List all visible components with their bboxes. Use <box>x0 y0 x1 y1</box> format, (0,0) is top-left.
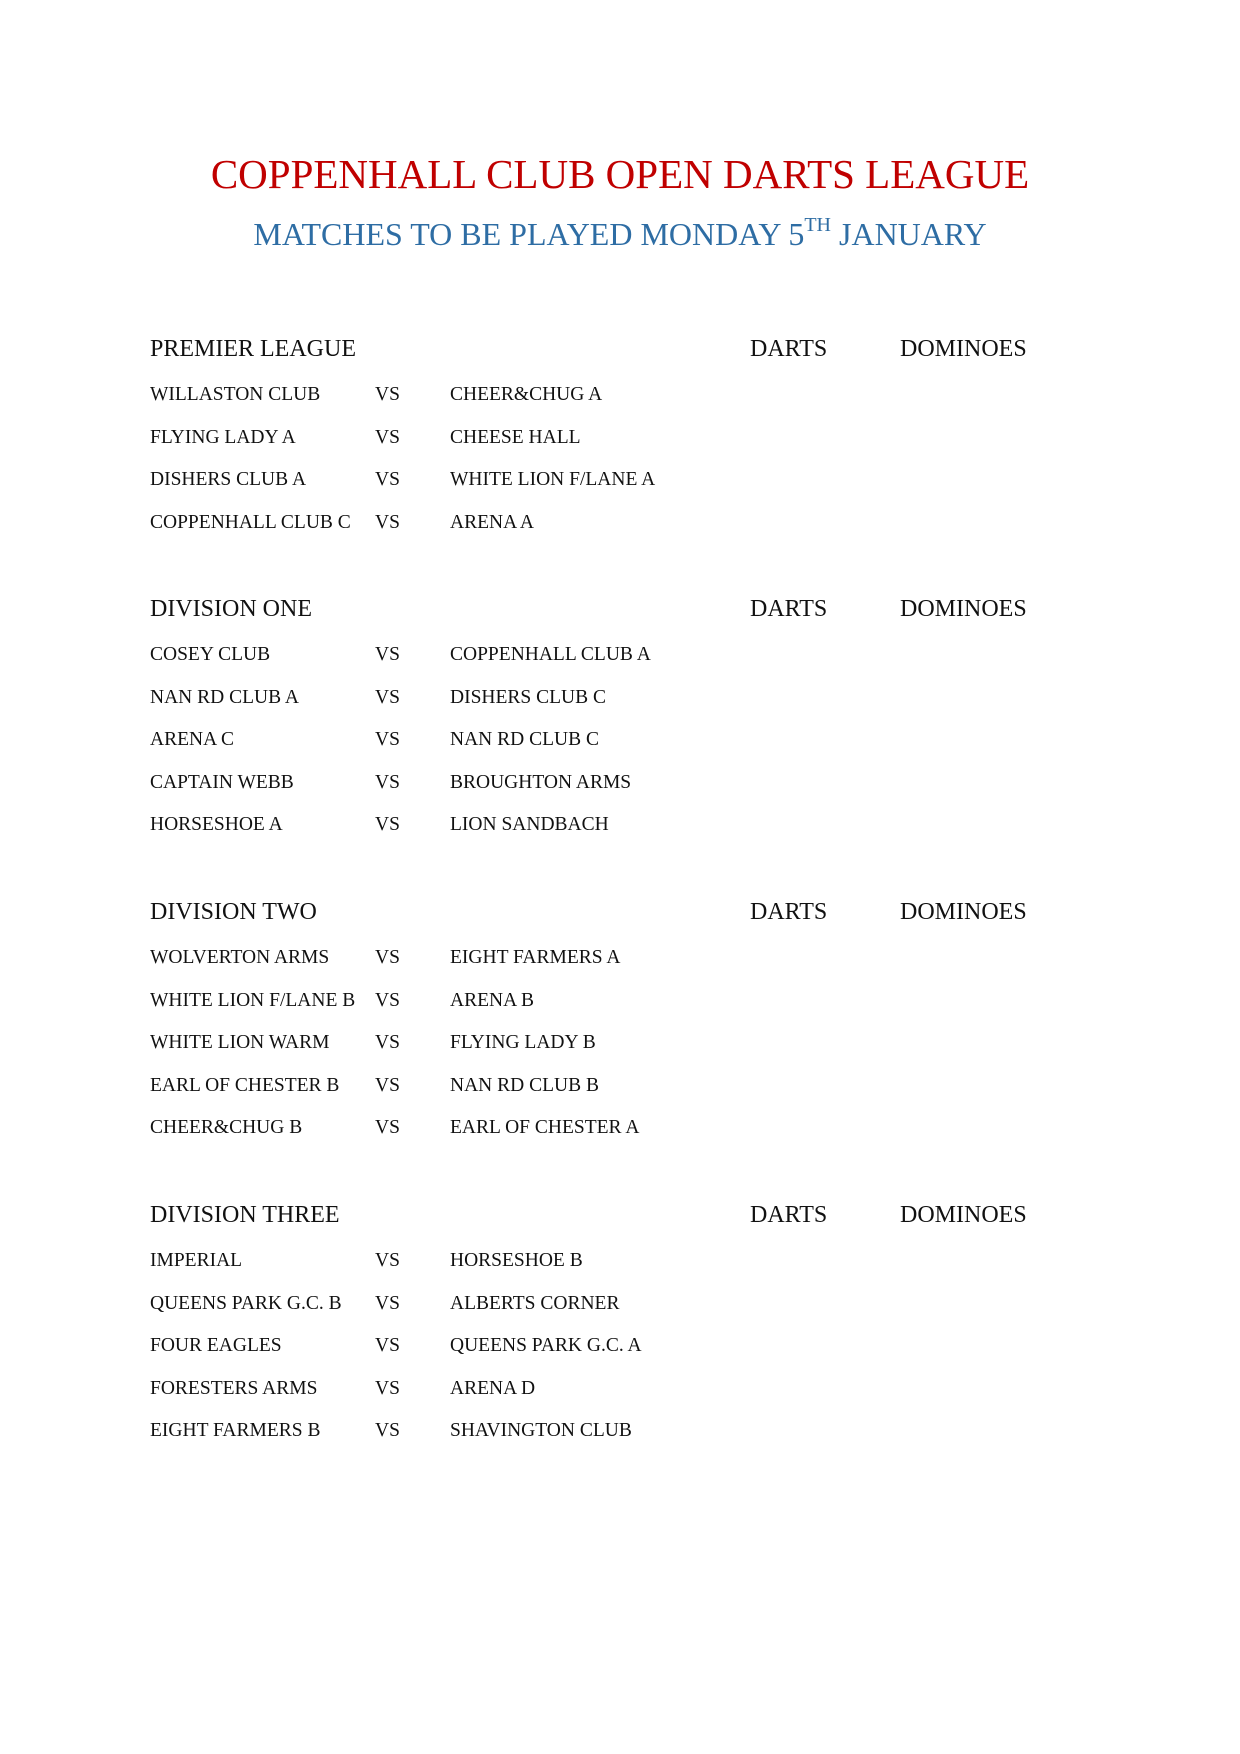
vs-label: VS <box>375 729 400 750</box>
home-team: NAN RD CLUB A <box>150 686 299 708</box>
section-header <box>0 895 1240 943</box>
away-team: CHEER&CHUG A <box>450 384 603 405</box>
home-team: COPPENHALL CLUB C <box>150 511 351 533</box>
match-row <box>0 1289 1240 1332</box>
section-title: DIVISION ONE <box>150 596 312 622</box>
away-team: BROUGHTON ARMS <box>450 771 632 793</box>
section-header <box>0 332 1240 380</box>
vs-label: VS <box>375 1335 400 1356</box>
home-team: WILLASTON CLUB <box>150 384 321 405</box>
away-team: SHAVINGTON CLUB <box>450 1420 632 1441</box>
vs-label: VS <box>375 1420 400 1441</box>
match-row <box>0 683 1240 726</box>
home-team: CAPTAIN WEBB <box>150 771 294 793</box>
match-row <box>0 1374 1240 1417</box>
subtitle-month: JANUARY <box>831 216 987 252</box>
away-team: FLYING LADY B <box>450 1032 596 1053</box>
section-header <box>0 1198 1240 1246</box>
vs-label: VS <box>375 1250 400 1271</box>
match-row <box>0 725 1240 768</box>
away-team: NAN RD CLUB C <box>450 729 599 750</box>
match-row <box>0 1331 1240 1374</box>
away-team: EARL OF CHESTER A <box>450 1117 640 1138</box>
away-team: NAN RD CLUB B <box>450 1074 599 1096</box>
vs-label: VS <box>375 1032 400 1053</box>
away-team: QUEENS PARK G.C. A <box>450 1335 642 1356</box>
subtitle-text: MATCHES TO BE PLAYED MONDAY 5 <box>253 216 805 252</box>
home-team: IMPERIAL <box>150 1250 243 1271</box>
match-row <box>0 1028 1240 1071</box>
home-team: FOUR EAGLES <box>150 1335 282 1356</box>
match-row <box>0 1246 1240 1289</box>
vs-label: VS <box>375 384 400 405</box>
match-row <box>0 423 1240 466</box>
vs-label: VS <box>375 947 400 968</box>
match-row <box>0 986 1240 1029</box>
away-team: HORSESHOE B <box>450 1250 583 1271</box>
home-team: DISHERS CLUB A <box>150 469 307 490</box>
match-row <box>0 1416 1240 1459</box>
match-row <box>0 508 1240 551</box>
home-team: EARL OF CHESTER B <box>150 1074 340 1096</box>
section-header <box>0 592 1240 640</box>
away-team: COPPENHALL CLUB A <box>450 644 651 665</box>
away-team: ALBERTS CORNER <box>450 1292 620 1314</box>
vs-label: VS <box>375 426 400 448</box>
home-team: WHITE LION F/LANE B <box>150 989 356 1011</box>
match-row <box>0 380 1240 423</box>
vs-label: VS <box>375 686 400 708</box>
vs-label: VS <box>375 1074 400 1096</box>
section-division-one <box>0 592 1240 853</box>
vs-label: VS <box>375 814 400 835</box>
home-team: COSEY CLUB <box>150 644 271 665</box>
section-division-three <box>0 1198 1240 1459</box>
dominoes-column-header: DOMINOES <box>900 336 1027 362</box>
home-team: CHEER&CHUG B <box>150 1117 303 1138</box>
home-team: EIGHT FARMERS B <box>150 1420 321 1441</box>
away-team: ARENA B <box>450 989 534 1011</box>
vs-label: VS <box>375 644 400 665</box>
away-team: WHITE LION F/LANE A <box>450 469 656 490</box>
vs-label: VS <box>375 1377 400 1399</box>
section-division-two <box>0 895 1240 1156</box>
vs-label: VS <box>375 1292 400 1314</box>
match-row <box>0 640 1240 683</box>
subtitle-ordinal-suffix: TH <box>804 214 831 236</box>
page-title: COPPENHALL CLUB OPEN DARTS LEAGUE <box>210 151 1030 197</box>
away-team: EIGHT FARMERS A <box>450 947 621 968</box>
dominoes-column-header: DOMINOES <box>900 1202 1027 1228</box>
page-subtitle <box>0 214 1240 254</box>
darts-column-header: DARTS <box>750 899 828 925</box>
away-team: CHEESE HALL <box>450 426 581 448</box>
vs-label: VS <box>375 771 400 793</box>
section-title: DIVISION THREE <box>150 1202 340 1228</box>
match-row <box>0 1113 1240 1156</box>
section-title: PREMIER LEAGUE <box>150 336 356 362</box>
match-row <box>0 465 1240 508</box>
home-team: QUEENS PARK G.C. B <box>150 1292 342 1314</box>
section-premier-league <box>0 332 1240 550</box>
home-team: WHITE LION WARM <box>150 1032 330 1053</box>
home-team: WOLVERTON ARMS <box>150 947 330 968</box>
match-row <box>0 1071 1240 1114</box>
vs-label: VS <box>375 989 400 1011</box>
vs-label: VS <box>375 1117 400 1138</box>
match-row <box>0 943 1240 986</box>
vs-label: VS <box>375 469 400 490</box>
home-team: FLYING LADY A <box>150 426 296 448</box>
darts-column-header: DARTS <box>750 1202 828 1228</box>
match-row <box>0 768 1240 811</box>
home-team: ARENA C <box>150 729 234 750</box>
away-team: LION SANDBACH <box>450 814 609 835</box>
match-row <box>0 810 1240 853</box>
away-team: ARENA A <box>450 511 534 533</box>
darts-column-header: DARTS <box>750 596 828 622</box>
away-team: DISHERS CLUB C <box>450 686 607 708</box>
away-team: ARENA D <box>450 1377 536 1399</box>
home-team: HORSESHOE A <box>150 814 283 835</box>
vs-label: VS <box>375 511 400 533</box>
darts-column-header: DARTS <box>750 336 828 362</box>
dominoes-column-header: DOMINOES <box>900 596 1027 622</box>
dominoes-column-header: DOMINOES <box>900 899 1027 925</box>
section-title: DIVISION TWO <box>150 899 317 925</box>
home-team: FORESTERS ARMS <box>150 1377 318 1399</box>
